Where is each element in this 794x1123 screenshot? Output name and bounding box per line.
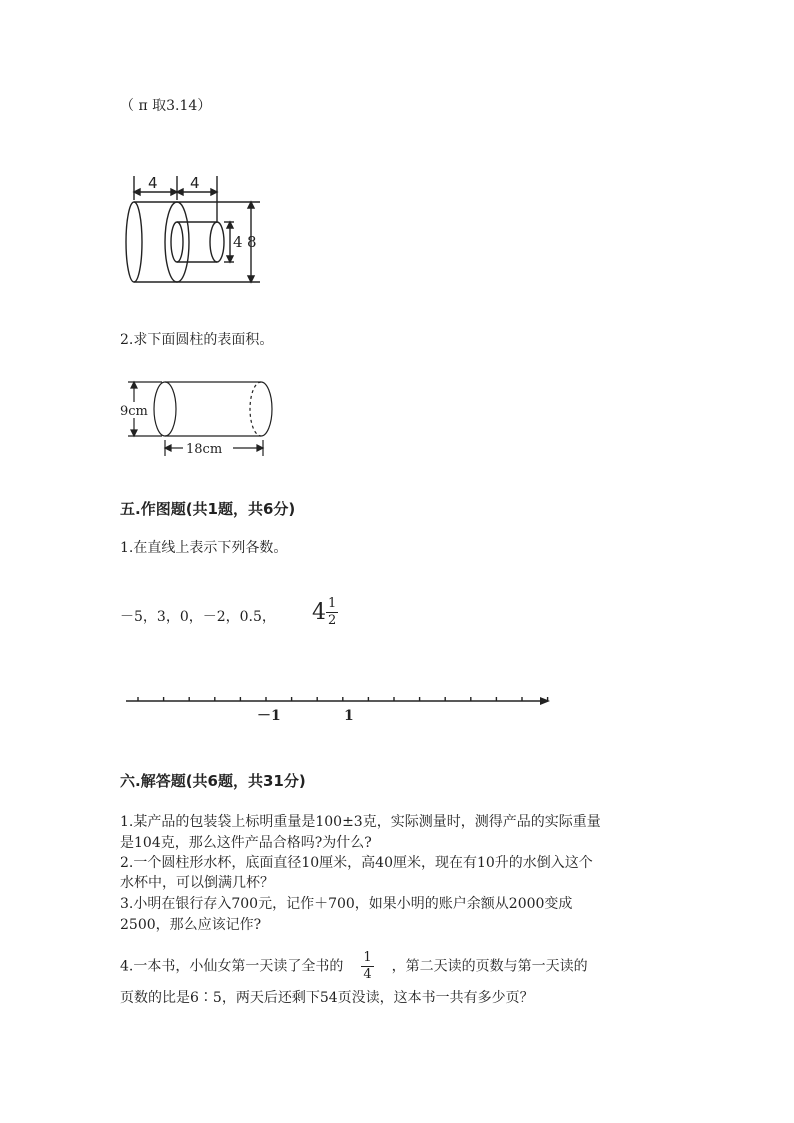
numbers-list: －5，3，0，－2，0.5， [120,609,276,625]
dim-top-left: 4 [148,174,158,192]
length-label: 18cm [186,442,223,457]
section-5-title: 五.作图题(共1题，共6分) [120,500,296,518]
question-6-3-line2: 2500，那么应该记作? [120,917,262,933]
number-line-arrow [540,697,550,705]
section-6-title: 六.解答题(共6题，共31分) [120,772,306,790]
question-5-1: 1.在直线上表示下列各数。 [120,540,288,556]
question-6-4-numerator: 1 [363,950,372,965]
question-surface-area: 2.求下面圆柱的表面积。 [120,332,274,348]
question-6-4-line2: 页数的比是6∶5，两天后还剩下54页没读，这本书一共有多少页？ [120,990,534,1006]
pi-note: （ π 取3.14） [120,98,212,114]
question-6-4-line1 [120,950,588,983]
question-6-2-line2: 水杯中，可以倒满几杯？ [120,875,274,891]
cylinder-figure [118,378,288,460]
mixed-number-whole: 4 [312,600,326,625]
question-6-1-line2: 是104克，那么这件产品合格吗?为什么? [120,835,372,851]
question-6-4-before: 4.一本书，小仙女第一天读了全书的 [120,958,344,975]
mixed-number-numerator: 1 [328,596,337,611]
question-6-3-line1: 3.小明在银行存入700元，记作＋700，如果小明的账户余额从2000变成 [120,896,573,912]
mixed-number [312,596,338,629]
dim-top-right: 4 [190,174,200,192]
height-label: 9cm [120,404,148,419]
question-6-1-line1: 1.某产品的包装袋上标明重量是100±3克，实际测量时，测得产品的实际重量 [120,814,601,830]
composite-cylinder-figure [120,170,280,290]
question-6-4-denominator: 4 [363,967,372,982]
number-line [120,690,560,730]
dim-inner: 4 [233,233,243,251]
dim-outer: 8 [247,233,257,251]
question-6-4-after: ，第二天读的页数与第一天读的 [391,958,588,975]
question-6-2-line1: 2.一个圆柱形水杯，底面直径10厘米，高40厘米，现在有10升的水倒入这个 [120,855,593,871]
label-one: 1 [344,708,354,724]
label-negative-one: －1 [257,708,281,724]
mixed-number-denominator: 2 [328,613,337,628]
